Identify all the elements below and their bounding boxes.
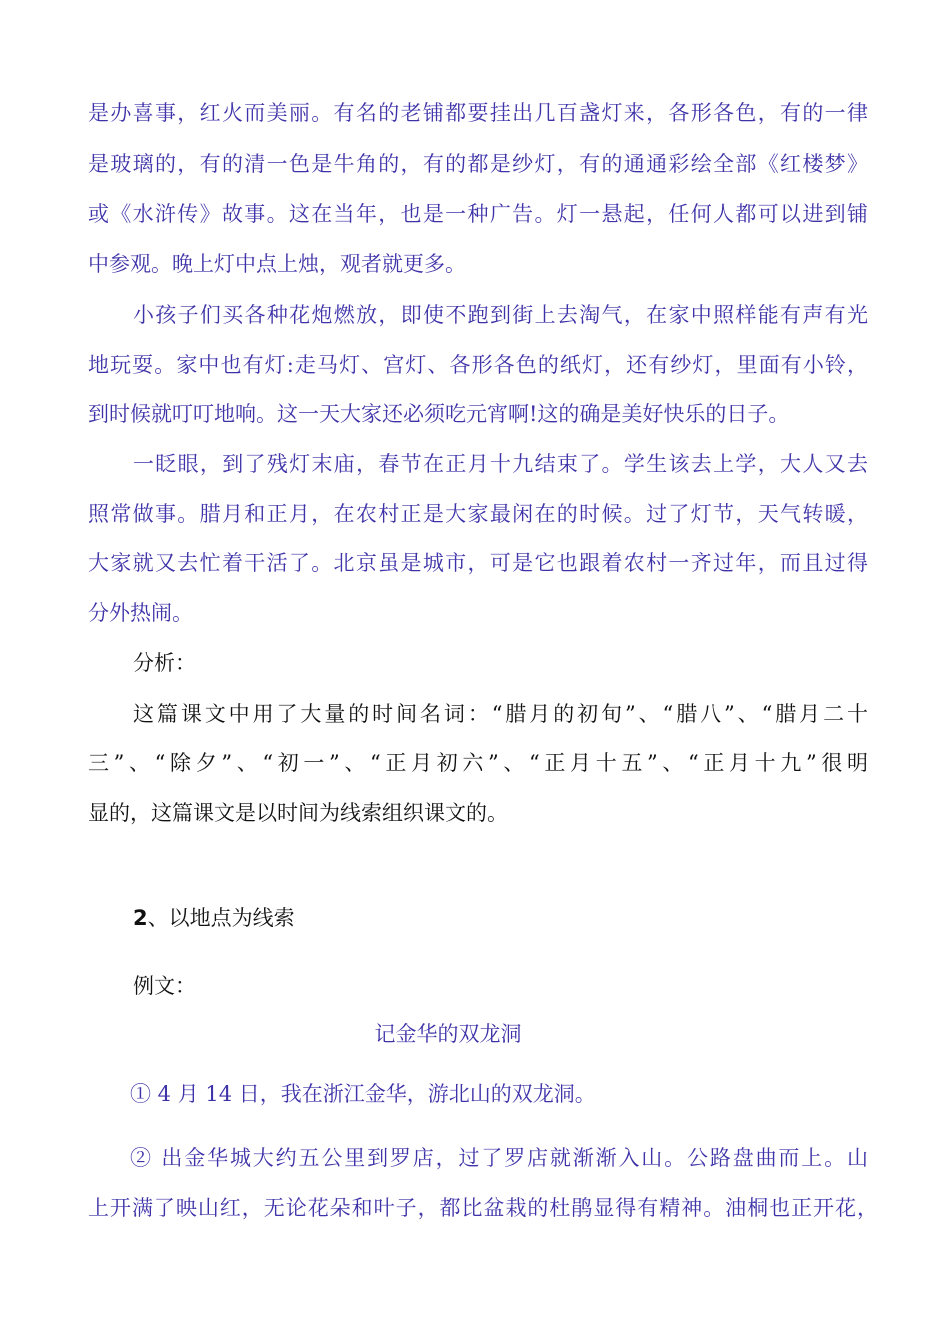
paragraph-3-line-1: 一眨眼，到了残灯末庙，春节在正月十九结束了。学生该去上学，大人又去 <box>133 452 868 476</box>
example-item-2-line-1 <box>130 1143 868 1173</box>
paragraph-1-line-2: 是玻璃的，有的清一色是牛角的，有的都是纱灯，有的通通彩绘全部《红楼梦》 <box>88 152 868 176</box>
section-2-title: 、以地点为线索 <box>147 906 295 930</box>
item-2-marker: ② <box>130 1146 153 1170</box>
paragraph-3-line-3: 大家就又去忙着干活了。北京虽是城市，可是它也跟着农村一齐过年，而且过得 <box>88 551 868 575</box>
example-title: 记金华的双龙洞 <box>374 1022 522 1046</box>
paragraph-1-line-3: 或《水浒传》故事。这在当年，也是一种广告。灯一悬起，任何人都可以进到铺 <box>88 202 868 226</box>
item-1-marker: ① <box>130 1082 151 1106</box>
analysis-line-1: 这篇课文中用了大量的时间名词：“腊月的初旬”、“腊八”、“腊月二十 <box>133 702 868 726</box>
paragraph-1-line-4: 中参观。晚上灯中点上烛，观者就更多。 <box>88 252 466 276</box>
section-2-heading <box>133 903 950 933</box>
example-item-2-line-2: 上开满了映山红，无论花朵和叶子，都比盆栽的杜鹃显得有精神。油桐也正开花， <box>88 1196 878 1220</box>
analysis-line-2: 三”、“除夕”、“初一”、“正月初六”、“正月十五”、“正月十九”很明 <box>88 751 868 775</box>
paragraph-1-line-1: 是办喜事，红火而美丽。有名的老铺都要挂出几百盏灯来，各形各色，有的一律 <box>88 101 868 125</box>
analysis-line-3: 显的，这篇课文是以时间为线索组织课文的。 <box>88 801 508 825</box>
section-2-number: 2 <box>133 906 148 930</box>
example-item-1 <box>130 1079 950 1109</box>
item-1-text: 4 月 14 日，我在浙江金华，游北山的双龙洞。 <box>151 1082 596 1106</box>
paragraph-2-line-2: 地玩耍。家中也有灯:走马灯、宫灯、各形各色的纸灯，还有纱灯，里面有小铃， <box>88 353 868 377</box>
paragraph-2-line-3: 到时候就叮叮地响。这一天大家还必须吃元宵啊!这的确是美好快乐的日子。 <box>88 402 790 426</box>
paragraph-2-line-1: 小孩子们买各种花炮燃放，即使不跑到街上去淘气，在家中照样能有声有光 <box>133 303 868 327</box>
paragraph-3-line-4: 分外热闹。 <box>88 601 193 625</box>
item-2-text-line-1: 出金华城大约五公里到罗店，过了罗店就渐渐入山。公路盘曲而上。山 <box>152 1146 868 1170</box>
paragraph-3-line-2: 照常做事。腊月和正月，在农村正是大家最闲在的时候。过了灯节，天气转暖， <box>88 502 868 526</box>
example-label: 例文： <box>133 974 196 998</box>
analysis-label: 分析： <box>133 651 196 675</box>
